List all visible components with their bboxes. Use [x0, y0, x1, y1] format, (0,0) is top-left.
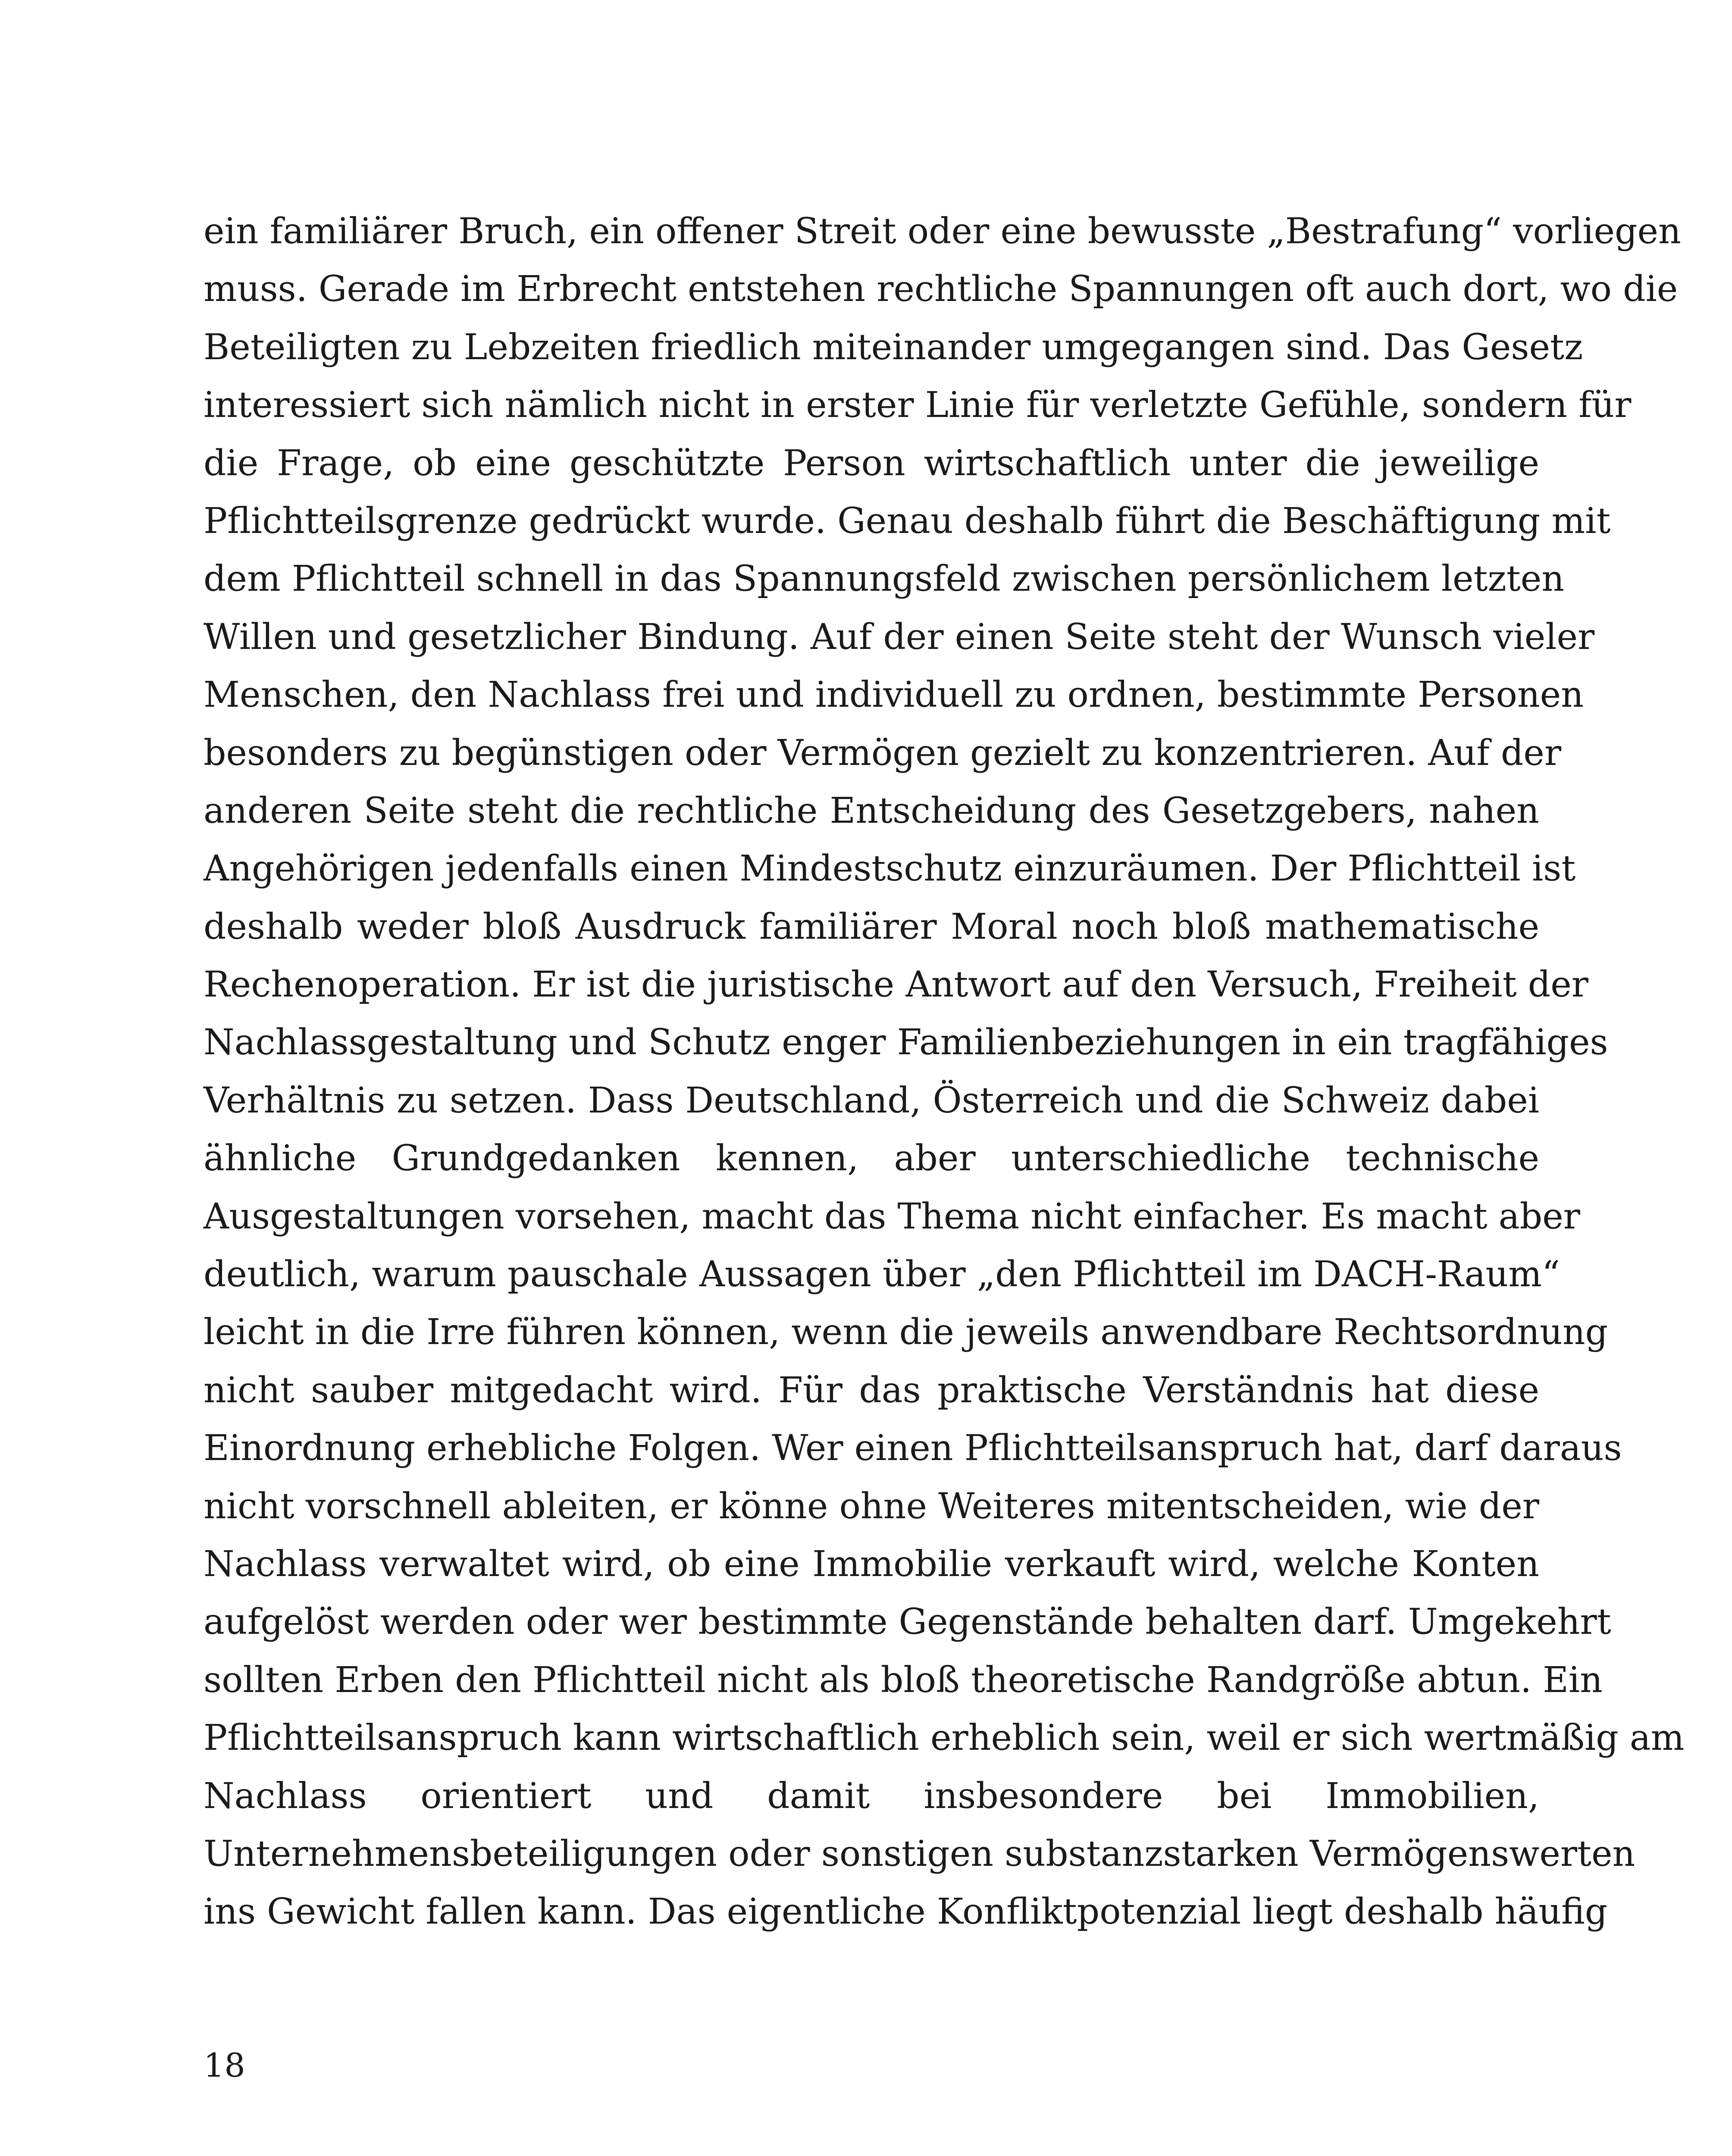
text-line: nicht sauber mitgedacht wird. Für das praktische Verständnis hat diese [204, 1369, 1539, 1411]
text-line: ähnliche Grundgedanken kennen, aber unterschiedliche technische [204, 1138, 1539, 1179]
text-line: Pflichtteilsanspruch kann wirtschaftlich erheblich sein, weil er sich wertmäßig am [204, 1717, 1685, 1759]
text-line: ins Gewicht fallen kann. Das eigentliche Konfliktpotenzial liegt deshalb häufig [204, 1891, 1608, 1933]
page-number: 18 [204, 2046, 245, 2084]
text-line: Rechenoperation. Er ist die juristische Antwort auf den Versuch, Freiheit der [204, 964, 1588, 1006]
text-line: Pflichtteilsgrenze gedrückt wurde. Genau deshalb führt die Beschäftigung mit [204, 500, 1611, 542]
text-line: Angehörigen jedenfalls einen Mindestschutz einzuräumen. Der Pflichtteil ist [204, 848, 1576, 890]
text-line: besonders zu begünstigen oder Vermögen gezielt zu konzentrieren. Auf der [204, 732, 1562, 774]
text-line: leicht in die Irre führen können, wenn die jeweils anwendbare Rechtsordnung [204, 1312, 1608, 1353]
text-line: Einordnung erhebliche Folgen. Wer einen Pflichtteilsanspruch hat, darf daraus [204, 1428, 1622, 1469]
text-line: Verhältnis zu setzen. Dass Deutschland, Österreich und die Schweiz dabei [204, 1080, 1539, 1121]
text-line: Beteiligten zu Lebzeiten friedlich miteinander umgegangen sind. Das Gesetz [204, 326, 1583, 368]
text-line: deutlich, warum pauschale Aussagen über „den Pflichtteil im DACH-Raum“ [204, 1254, 1560, 1295]
text-line: interessiert sich nämlich nicht in erster Linie für verletzte Gefühle, sondern für [204, 385, 1632, 426]
text-line: die Frage, ob eine geschützte Person wirtschaftlich unter die jeweilige [204, 442, 1539, 484]
text-line: anderen Seite steht die rechtliche Entscheidung des Gesetzgebers, nahen [204, 790, 1539, 831]
body-paragraph [204, 203, 1685, 1941]
text-line: sollten Erben den Pflichtteil nicht als bloß theoretische Randgröße abtun. Ein [204, 1659, 1603, 1701]
text-line: ein familiärer Bruch, ein offener Streit oder eine bewusste „Bestrafung“ vorliegen [204, 211, 1681, 252]
text-line: Ausgestaltungen vorsehen, macht das Thema nicht einfacher. Es macht aber [204, 1196, 1580, 1237]
text-line: Menschen, den Nachlass frei und individuell zu ordnen, bestimmte Personen [204, 674, 1584, 716]
text-line: aufgelöst werden oder wer bestimmte Gegenstände behalten darf. Umgekehrt [204, 1601, 1611, 1643]
text-line: muss. Gerade im Erbrecht entstehen rechtliche Spannungen oft auch dort, wo die [204, 269, 1678, 310]
text-line: Unternehmensbeteiligungen oder sonstigen substanzstarken Vermögenswerten [204, 1833, 1635, 1874]
text-line: Nachlass orientiert und damit insbesondere bei Immobilien, [204, 1775, 1539, 1817]
text-line: Willen und gesetzlicher Bindung. Auf der einen Seite steht der Wunsch vieler [204, 616, 1595, 658]
text-line: Nachlassgestaltung und Schutz enger Familienbeziehungen in ein tragfähiges [204, 1022, 1608, 1063]
text-line: dem Pflichtteil schnell in das Spannungsfeld zwischen persönlichem letzten [204, 558, 1564, 600]
text-line: Nachlass verwaltet wird, ob eine Immobilie verkauft wird, welche Konten [204, 1543, 1539, 1585]
text-line: nicht vorschnell ableiten, er könne ohne Weiteres mitentscheiden, wie der [204, 1485, 1539, 1527]
text-line: deshalb weder bloß Ausdruck familiärer Moral noch bloß mathematische [204, 906, 1539, 947]
